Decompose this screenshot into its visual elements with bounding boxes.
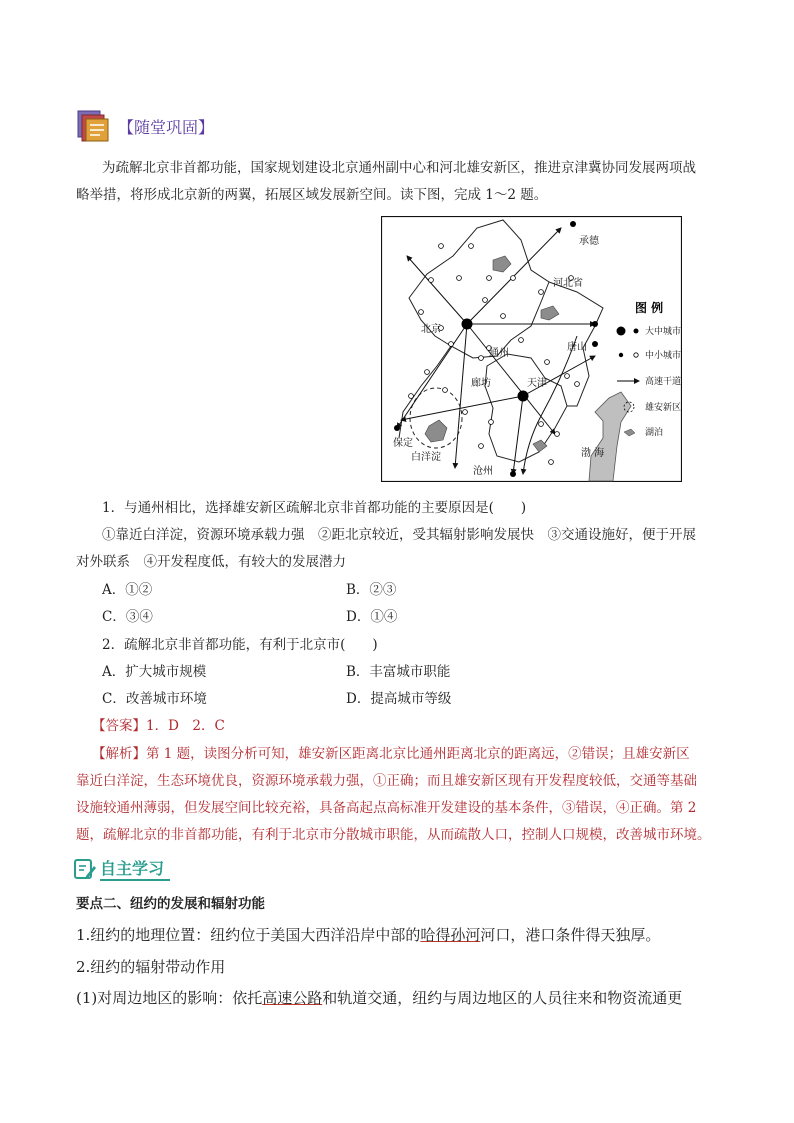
answer-label: 【答案】 — [92, 718, 146, 734]
p3-post: 和轨道交通，纽约与周边地区的人员往来和物资流通更 — [322, 989, 683, 1007]
point-title: 要点二、纽约的发展和辐射功能 — [76, 896, 265, 912]
label-tianjin: 天津 — [527, 378, 547, 389]
map-frame — [382, 217, 682, 482]
p1-post: 河口，港口条件得天独厚。 — [480, 926, 661, 944]
city-beijing-dot — [462, 319, 473, 330]
legend-item-2: 高速干道 — [645, 377, 682, 387]
answer-line — [92, 712, 225, 740]
q1-desc-line-1: ①靠近白洋淀，资源环境承载力强 ②距北京较近，受其辐射影响发展快 ③交通设施好，便于开展 — [102, 527, 696, 543]
edit-note-icon — [74, 858, 96, 880]
jingjinji-map — [381, 216, 682, 482]
intro-line-1: 为疏解北京非首都功能，国家规划建设北京通州副中心和河北雄安新区，推进京津冀协同发展两项战 — [102, 160, 696, 176]
q1-option-b: B．②③ — [346, 582, 397, 598]
label-bohai: 渤 海 — [581, 448, 605, 459]
legend-big-city-symbol — [617, 327, 626, 336]
q2-stem: 2．疏解北京非首都功能，有利于北京市( ) — [102, 637, 378, 653]
q2-option-c: C．改善城市环境 — [102, 691, 207, 707]
legend-small-city-symbol — [619, 353, 623, 357]
consolidation-heading: 【随堂巩固】 — [118, 117, 215, 137]
q1-option-c: C．③④ — [102, 609, 153, 625]
q1-stem: 1．与通州相比，选择雄安新区疏解北京非首都功能的主要原因是( ) — [102, 500, 527, 516]
intro-line-2: 略举措，将形成北京新的两翼，拓展区域发展新空间。读下图，完成 1～2 题。 — [76, 187, 548, 203]
label-baiyangdian: 白洋淀 — [411, 452, 441, 463]
self-study-p2: 2.纽约的辐射带动作用 — [76, 958, 226, 976]
notebook-icon — [76, 108, 112, 144]
label-langfang: 廊坊 — [471, 378, 491, 389]
legend-title: 图 例 — [635, 301, 664, 315]
p3-pre: (1)对周边地区的影响：依托 — [76, 989, 263, 1007]
label-cangzhou: 沧州 — [473, 466, 493, 477]
q1-option-d: D．①④ — [346, 609, 398, 625]
label-chengde: 承德 — [579, 236, 599, 247]
legend-item-4: 湖泊 — [645, 428, 664, 438]
self-study-header — [74, 856, 170, 881]
legend-item-1: 中小城市 — [645, 351, 682, 361]
label-beijing: 北京 — [421, 324, 441, 335]
analysis-text-1: 第 1 题，读图分析可知，雄安新区距离北京比通州距离北京的距离远，②错误；且雄安新区 — [146, 746, 690, 762]
q2-option-d: D．提高城市等级 — [346, 691, 452, 707]
legend-item-3: 雄安新区 — [645, 403, 682, 413]
q1-desc-line-2: 对外联系 ④开发程度低，有较大的发展潜力 — [76, 554, 346, 570]
label-hebei: 河北省 — [553, 278, 583, 289]
legend-item-0: 大中城市 — [645, 327, 682, 337]
analysis-line-1 — [92, 740, 690, 768]
consolidation-header — [76, 108, 214, 144]
analysis-line-2: 靠近白洋淀，生态环境优良，资源环境承载力强，①正确；而且雄安新区现有开发程度较低，交通等基础 — [76, 773, 697, 789]
self-study-p3 — [76, 984, 682, 1012]
analysis-line-4: 题，疏解北京的非首都功能，有利于北京市分散城市职能，从而疏散人口，控制人口规模，改善城市环境。 — [76, 827, 711, 843]
analysis-label: 【解析】 — [92, 746, 146, 762]
p1-pre: 1.纽约的地理位置：纽约位于美国大西洋沿岸中部的 — [76, 926, 421, 944]
self-study-heading: 自主学习 — [100, 856, 170, 881]
q2-option-b: B．丰富城市职能 — [346, 664, 451, 680]
analysis-line-3: 设施较通州薄弱，但发展空间比较充裕，具备高起点高标准开发建设的基本条件，③错误，④正确。第 2 — [76, 800, 697, 816]
label-tongzhou: 通州 — [489, 348, 509, 359]
q1-option-a: A．①② — [102, 582, 153, 598]
p1-blank-answer: 哈得孙河 — [420, 926, 481, 944]
label-tangshan: 唐山 — [567, 342, 587, 353]
q2-option-a: A．扩大城市规模 — [102, 664, 207, 680]
label-baoding: 保定 — [393, 438, 413, 449]
self-study-p1 — [76, 921, 660, 949]
city-tianjin-dot — [518, 391, 529, 402]
answer-text: 1．D 2．C — [146, 718, 225, 734]
p3-blank-answer: 高速公路 — [262, 989, 323, 1007]
